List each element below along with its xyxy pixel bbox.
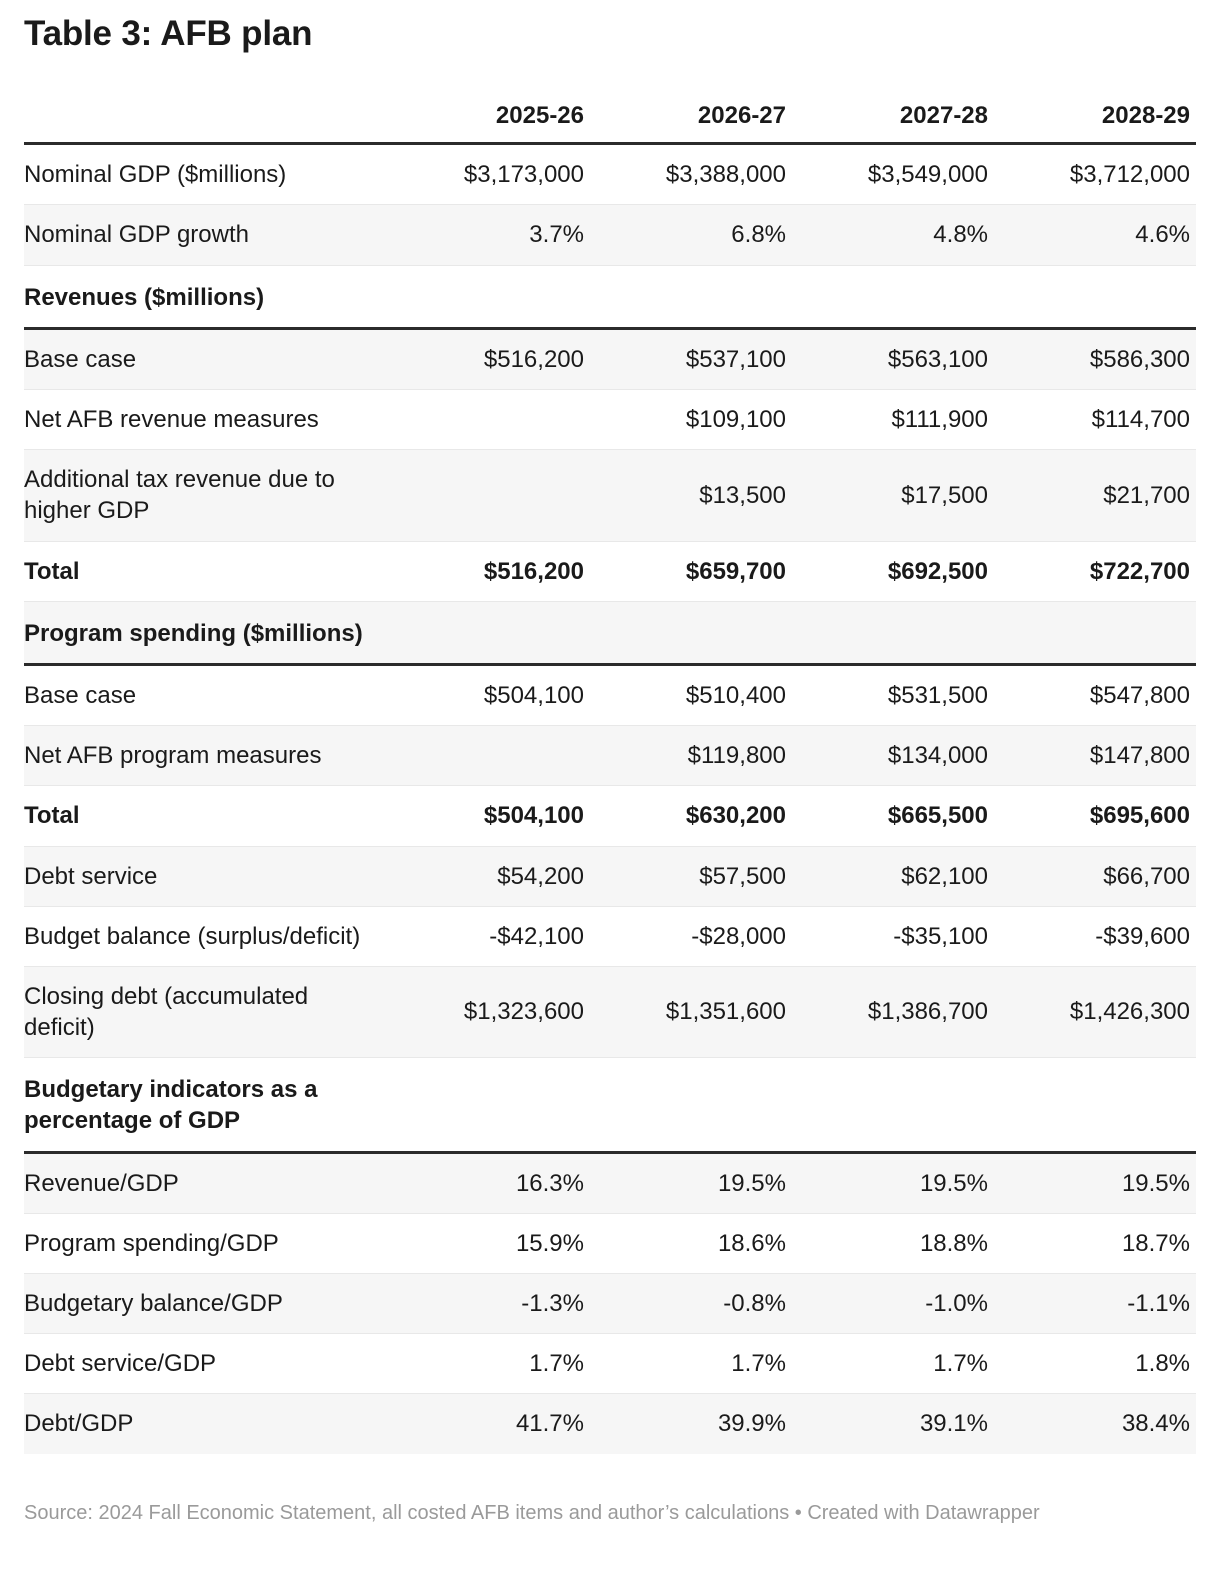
cell-2025-26: $504,100: [388, 664, 590, 725]
table-row: [24, 846, 1196, 906]
row-label: Budgetary balance/GDP: [24, 1274, 388, 1334]
cell-2025-26: $516,200: [388, 328, 590, 389]
row-label: Nominal GDP growth: [24, 205, 388, 265]
column-header-2028-29: 2028-29: [994, 102, 1196, 144]
cell-2025-26: $504,100: [388, 786, 590, 846]
cell-2026-27: $630,200: [590, 786, 792, 846]
cell-2025-26: 15.9%: [388, 1213, 590, 1273]
cell-2026-27: 18.6%: [590, 1213, 792, 1273]
column-header-label: [24, 102, 388, 144]
cell-2026-27: $1,351,600: [590, 966, 792, 1057]
table-row: [24, 1334, 1196, 1394]
table-row: [24, 205, 1196, 265]
cell-2028-29: 19.5%: [994, 1152, 1196, 1213]
cell-2025-26: $516,200: [388, 541, 590, 601]
row-label: Base case: [24, 664, 388, 725]
cell-2026-27: $510,400: [590, 664, 792, 725]
table-row: [24, 726, 1196, 786]
cell-2026-27: -0.8%: [590, 1274, 792, 1334]
cell-2028-29: $1,426,300: [994, 966, 1196, 1057]
table-row: [24, 390, 1196, 450]
cell-2028-29: $586,300: [994, 328, 1196, 389]
cell-2027-28: 39.1%: [792, 1394, 994, 1454]
cell-2028-29: -1.1%: [994, 1274, 1196, 1334]
cell-2026-27: 19.5%: [590, 1152, 792, 1213]
row-label: Debt service/GDP: [24, 1334, 388, 1394]
table-section-header-row: [24, 1058, 1196, 1152]
cell-2025-26: [388, 450, 590, 541]
row-label: Nominal GDP ($millions): [24, 144, 388, 205]
table-row: [24, 786, 1196, 846]
row-label: Total: [24, 786, 388, 846]
table-section-header-row: [24, 601, 1196, 664]
cell-2027-28: $692,500: [792, 541, 994, 601]
row-label: Program spending/GDP: [24, 1213, 388, 1273]
table-row: [24, 1213, 1196, 1273]
section-spacer-cell: [388, 1058, 1196, 1152]
section-label: Revenues ($millions): [24, 265, 388, 328]
table-row: [24, 1152, 1196, 1213]
cell-2027-28: 18.8%: [792, 1213, 994, 1273]
cell-2028-29: -$39,600: [994, 906, 1196, 966]
section-label: Budgetary indicators as a percentage of GDP: [24, 1058, 388, 1152]
cell-2027-28: $563,100: [792, 328, 994, 389]
row-label: Additional tax revenue due to higher GDP: [24, 450, 388, 541]
cell-2028-29: $147,800: [994, 726, 1196, 786]
cell-2026-27: $109,100: [590, 390, 792, 450]
column-header-2025-26: 2025-26: [388, 102, 590, 144]
cell-2027-28: -$35,100: [792, 906, 994, 966]
cell-2025-26: [388, 726, 590, 786]
header-row: [24, 102, 1196, 144]
row-label: Base case: [24, 328, 388, 389]
table-row: [24, 906, 1196, 966]
cell-2026-27: $57,500: [590, 846, 792, 906]
table-row: [24, 328, 1196, 389]
column-header-2027-28: 2027-28: [792, 102, 994, 144]
cell-2028-29: 1.8%: [994, 1334, 1196, 1394]
cell-2025-26: 16.3%: [388, 1152, 590, 1213]
table-row: [24, 541, 1196, 601]
cell-2028-29: $66,700: [994, 846, 1196, 906]
cell-2026-27: 6.8%: [590, 205, 792, 265]
row-label: Net AFB program measures: [24, 726, 388, 786]
table-row: [24, 1394, 1196, 1454]
cell-2027-28: $134,000: [792, 726, 994, 786]
cell-2027-28: -1.0%: [792, 1274, 994, 1334]
row-label: Total: [24, 541, 388, 601]
table-row: [24, 966, 1196, 1057]
section-spacer-cell: [388, 601, 1196, 664]
cell-2027-28: 19.5%: [792, 1152, 994, 1213]
cell-2026-27: $3,388,000: [590, 144, 792, 205]
cell-2025-26: 1.7%: [388, 1334, 590, 1394]
table-body: [24, 144, 1196, 1454]
table-row: [24, 1274, 1196, 1334]
cell-2028-29: $114,700: [994, 390, 1196, 450]
cell-2027-28: $531,500: [792, 664, 994, 725]
cell-2027-28: $17,500: [792, 450, 994, 541]
cell-2027-28: $665,500: [792, 786, 994, 846]
row-label: Budget balance (surplus/deficit): [24, 906, 388, 966]
row-label: Closing debt (accumulated deficit): [24, 966, 388, 1057]
cell-2026-27: $13,500: [590, 450, 792, 541]
afb-plan-table: [24, 102, 1196, 1453]
cell-2025-26: -1.3%: [388, 1274, 590, 1334]
section-spacer-cell: [388, 265, 1196, 328]
cell-2028-29: 38.4%: [994, 1394, 1196, 1454]
cell-2025-26: [388, 390, 590, 450]
cell-2027-28: 1.7%: [792, 1334, 994, 1394]
cell-2027-28: 4.8%: [792, 205, 994, 265]
cell-2028-29: $695,600: [994, 786, 1196, 846]
cell-2026-27: -$28,000: [590, 906, 792, 966]
cell-2025-26: 3.7%: [388, 205, 590, 265]
cell-2026-27: 1.7%: [590, 1334, 792, 1394]
cell-2028-29: 18.7%: [994, 1213, 1196, 1273]
cell-2025-26: 41.7%: [388, 1394, 590, 1454]
row-label: Net AFB revenue measures: [24, 390, 388, 450]
cell-2028-29: $722,700: [994, 541, 1196, 601]
cell-2026-27: 39.9%: [590, 1394, 792, 1454]
cell-2028-29: 4.6%: [994, 205, 1196, 265]
cell-2026-27: $659,700: [590, 541, 792, 601]
table-section-header-row: [24, 265, 1196, 328]
cell-2027-28: $3,549,000: [792, 144, 994, 205]
cell-2027-28: $1,386,700: [792, 966, 994, 1057]
page-title: Table 3: AFB plan: [24, 14, 313, 53]
column-header-2026-27: 2026-27: [590, 102, 792, 144]
cell-2025-26: $54,200: [388, 846, 590, 906]
cell-2026-27: $537,100: [590, 328, 792, 389]
cell-2025-26: $3,173,000: [388, 144, 590, 205]
section-label: Program spending ($millions): [24, 601, 388, 664]
row-label: Debt/GDP: [24, 1394, 388, 1454]
table-header: [24, 102, 1196, 144]
row-label: Debt service: [24, 846, 388, 906]
cell-2025-26: $1,323,600: [388, 966, 590, 1057]
table-row: [24, 450, 1196, 541]
cell-2027-28: $62,100: [792, 846, 994, 906]
cell-2025-26: -$42,100: [388, 906, 590, 966]
table-row: [24, 144, 1196, 205]
source-footnote: Source: 2024 Fall Economic Statement, all costed AFB items and author’s calculations • Created with Datawrapper: [24, 1501, 1040, 1524]
cell-2028-29: $3,712,000: [994, 144, 1196, 205]
cell-2028-29: $547,800: [994, 664, 1196, 725]
table-row: [24, 664, 1196, 725]
cell-2026-27: $119,800: [590, 726, 792, 786]
cell-2027-28: $111,900: [792, 390, 994, 450]
row-label: Revenue/GDP: [24, 1152, 388, 1213]
cell-2028-29: $21,700: [994, 450, 1196, 541]
